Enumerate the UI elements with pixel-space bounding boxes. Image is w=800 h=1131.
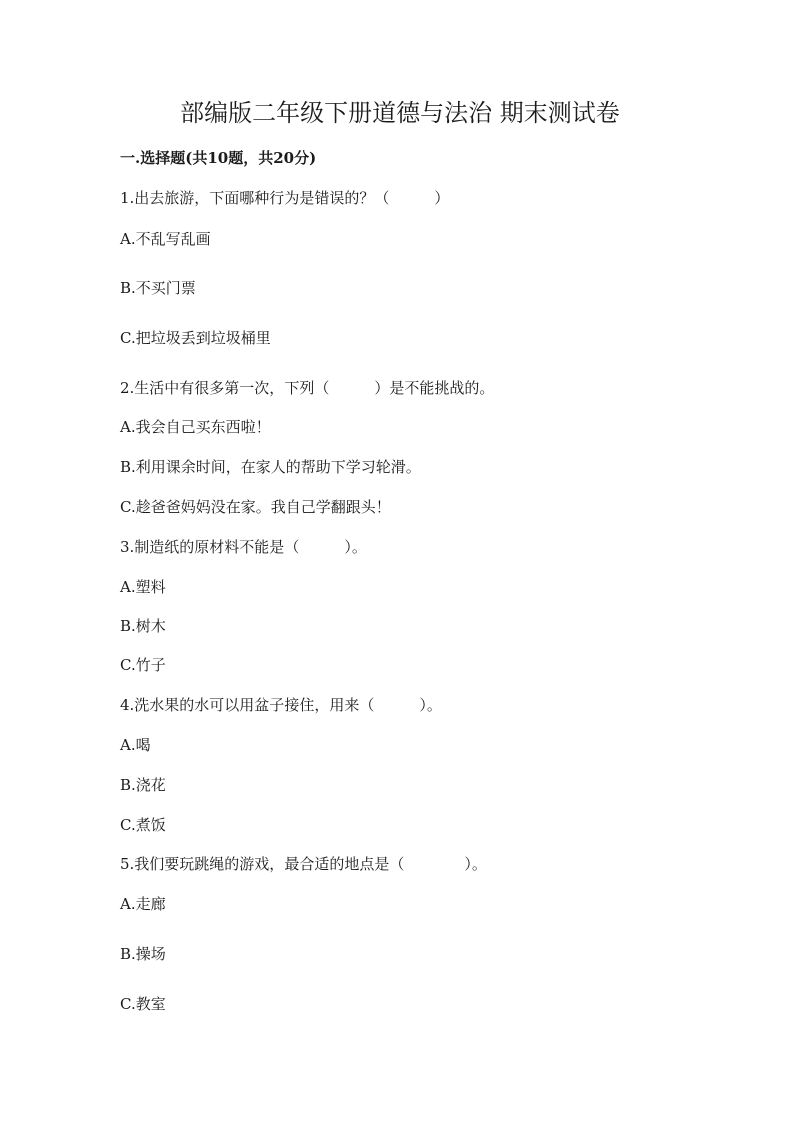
question-1-option-c: C.把垃圾丢到垃圾桶里	[120, 329, 271, 347]
question-4-stem: 4.洗水果的水可以用盆子接住，用来（ ）。	[120, 696, 442, 714]
question-5-option-a: A.走廊	[120, 895, 166, 913]
question-3-option-b: B.树木	[120, 617, 166, 635]
question-2-stem: 2.生活中有很多第一次，下列（ ）是不能挑战的。	[120, 379, 495, 397]
section-heading: 一.选择题(共10题，共20分)	[120, 149, 317, 167]
question-2-option-b: B.利用课余时间，在家人的帮助下学习轮滑。	[120, 458, 421, 476]
question-5-stem: 5.我们要玩跳绳的游戏，最合适的地点是（ ）。	[120, 855, 487, 873]
question-1-option-a: A.不乱写乱画	[120, 230, 211, 248]
question-5-option-c: C.教室	[120, 995, 166, 1013]
question-2-option-c: C.趁爸爸妈妈没在家。我自己学翻跟头！	[120, 498, 391, 516]
question-1-option-b: B.不买门票	[120, 279, 196, 297]
question-3-option-a: A.塑料	[120, 578, 166, 596]
question-4-option-c: C.煮饭	[120, 816, 166, 834]
page-title: 部编版二年级下册道德与法治 期末测试卷	[180, 99, 620, 127]
question-1-stem: 1.出去旅游，下面哪种行为是错误的？（ ）	[120, 189, 450, 207]
question-4-option-a: A.喝	[120, 736, 151, 754]
question-3-option-c: C.竹子	[120, 656, 166, 674]
question-2-option-a: A.我会自己买东西啦！	[120, 418, 271, 436]
question-5-option-b: B.操场	[120, 945, 166, 963]
question-4-option-b: B.浇花	[120, 776, 166, 794]
question-3-stem: 3.制造纸的原材料不能是（ ）。	[120, 538, 367, 556]
